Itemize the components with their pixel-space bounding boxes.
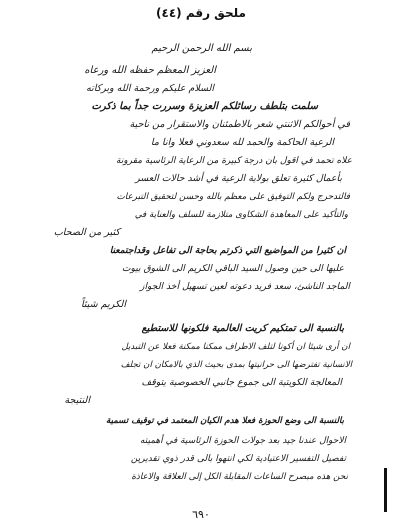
letter-line: علاه تحمد في اقول بان درجة كبيرة من الرعاية الرئاسية مقرونة [116, 156, 352, 166]
letter-line: تفصيل التفسير الاعتيادية لكي انتهوا بالى قدر ذوي تقديرين [130, 454, 346, 464]
letter-line: ان أرى شيئا ان أكونا لتلف الاطراف ممكنا ممكنة فعلا عن التبديل [121, 342, 350, 352]
letter-line: نحن هذه مبصرح الساعات المقابلة الكل إلى العلاقة والاعاذة [131, 472, 348, 482]
letter-line: الكريم شيئاً [80, 299, 126, 310]
letter-line: ان كثيرا من المواضيع التي ذكرتم بحاجة الى تفاعل وقداجتمعنا [109, 245, 346, 256]
salutation: العزيز المعظم حفظه الله ورعاه [84, 65, 216, 76]
letter-line: الانسانية تفترضها الى حرانيتها بمدى بحيث الذي بالامكان ان تجلف [120, 360, 352, 370]
letter-line: والتأكيد على المعاهدة الشكاوى متلازمة للسلف والعناية في [134, 210, 348, 220]
letter-line: المعالجة الكويتية الى جموع جانبي الخصوصية يتوقف [141, 377, 342, 388]
basmala: بسم الله الرحمن الرحيم [151, 43, 252, 54]
letter-line: بأعمال كثيرة تعلق بولاية الرعية في أشد حالات العسر [135, 173, 342, 184]
page-number: ٦٩٠ [192, 508, 210, 521]
letter-line: الرعية الحاكمة والحمد لله سعدوني فعلا وانا ما [150, 137, 334, 148]
letter-line: في أحوالكم الاثنتي شعر بالاطمئنان والاستقرار من ناحية [129, 119, 350, 130]
letter-line: كثير من الصحاب [53, 227, 120, 238]
letter-line: عليها الى حين وصول السيد الباقي الكريم الى الشوق بيوت [121, 263, 344, 274]
letter-line: الماجد الناشئ، سعد فريد دعوته لعين تسهيل أخذ الجواز [140, 281, 350, 292]
letter-line: سلمت بتلطف رسائلكم العزيزة وسررت جداً بما ذكرت [91, 101, 318, 112]
letter-line: فالتدحرج ولكم التوفيق على معظم بالله وحسن لتحقيق التبرعات [116, 192, 350, 202]
letter-line: النتيجة [64, 395, 90, 406]
margin-rule [384, 468, 387, 512]
letter-line: بالنسبة الى وضع الحوزة فعلا هدم الكيان المعتمد في توقيف تسمية [106, 416, 344, 426]
letter-line: بالنسبة الى تمتكيم كريت العالمية فلكونها للاستطيع [141, 323, 344, 334]
letter-line: الاحوال عندنا جيد بعد جولات الحوزة الرئاسية في أهميته [139, 436, 346, 446]
greeting: السلام عليكم ورحمة الله وبركاته [86, 83, 214, 94]
appendix-title: ملحق رقم (٤٤) [156, 6, 246, 20]
